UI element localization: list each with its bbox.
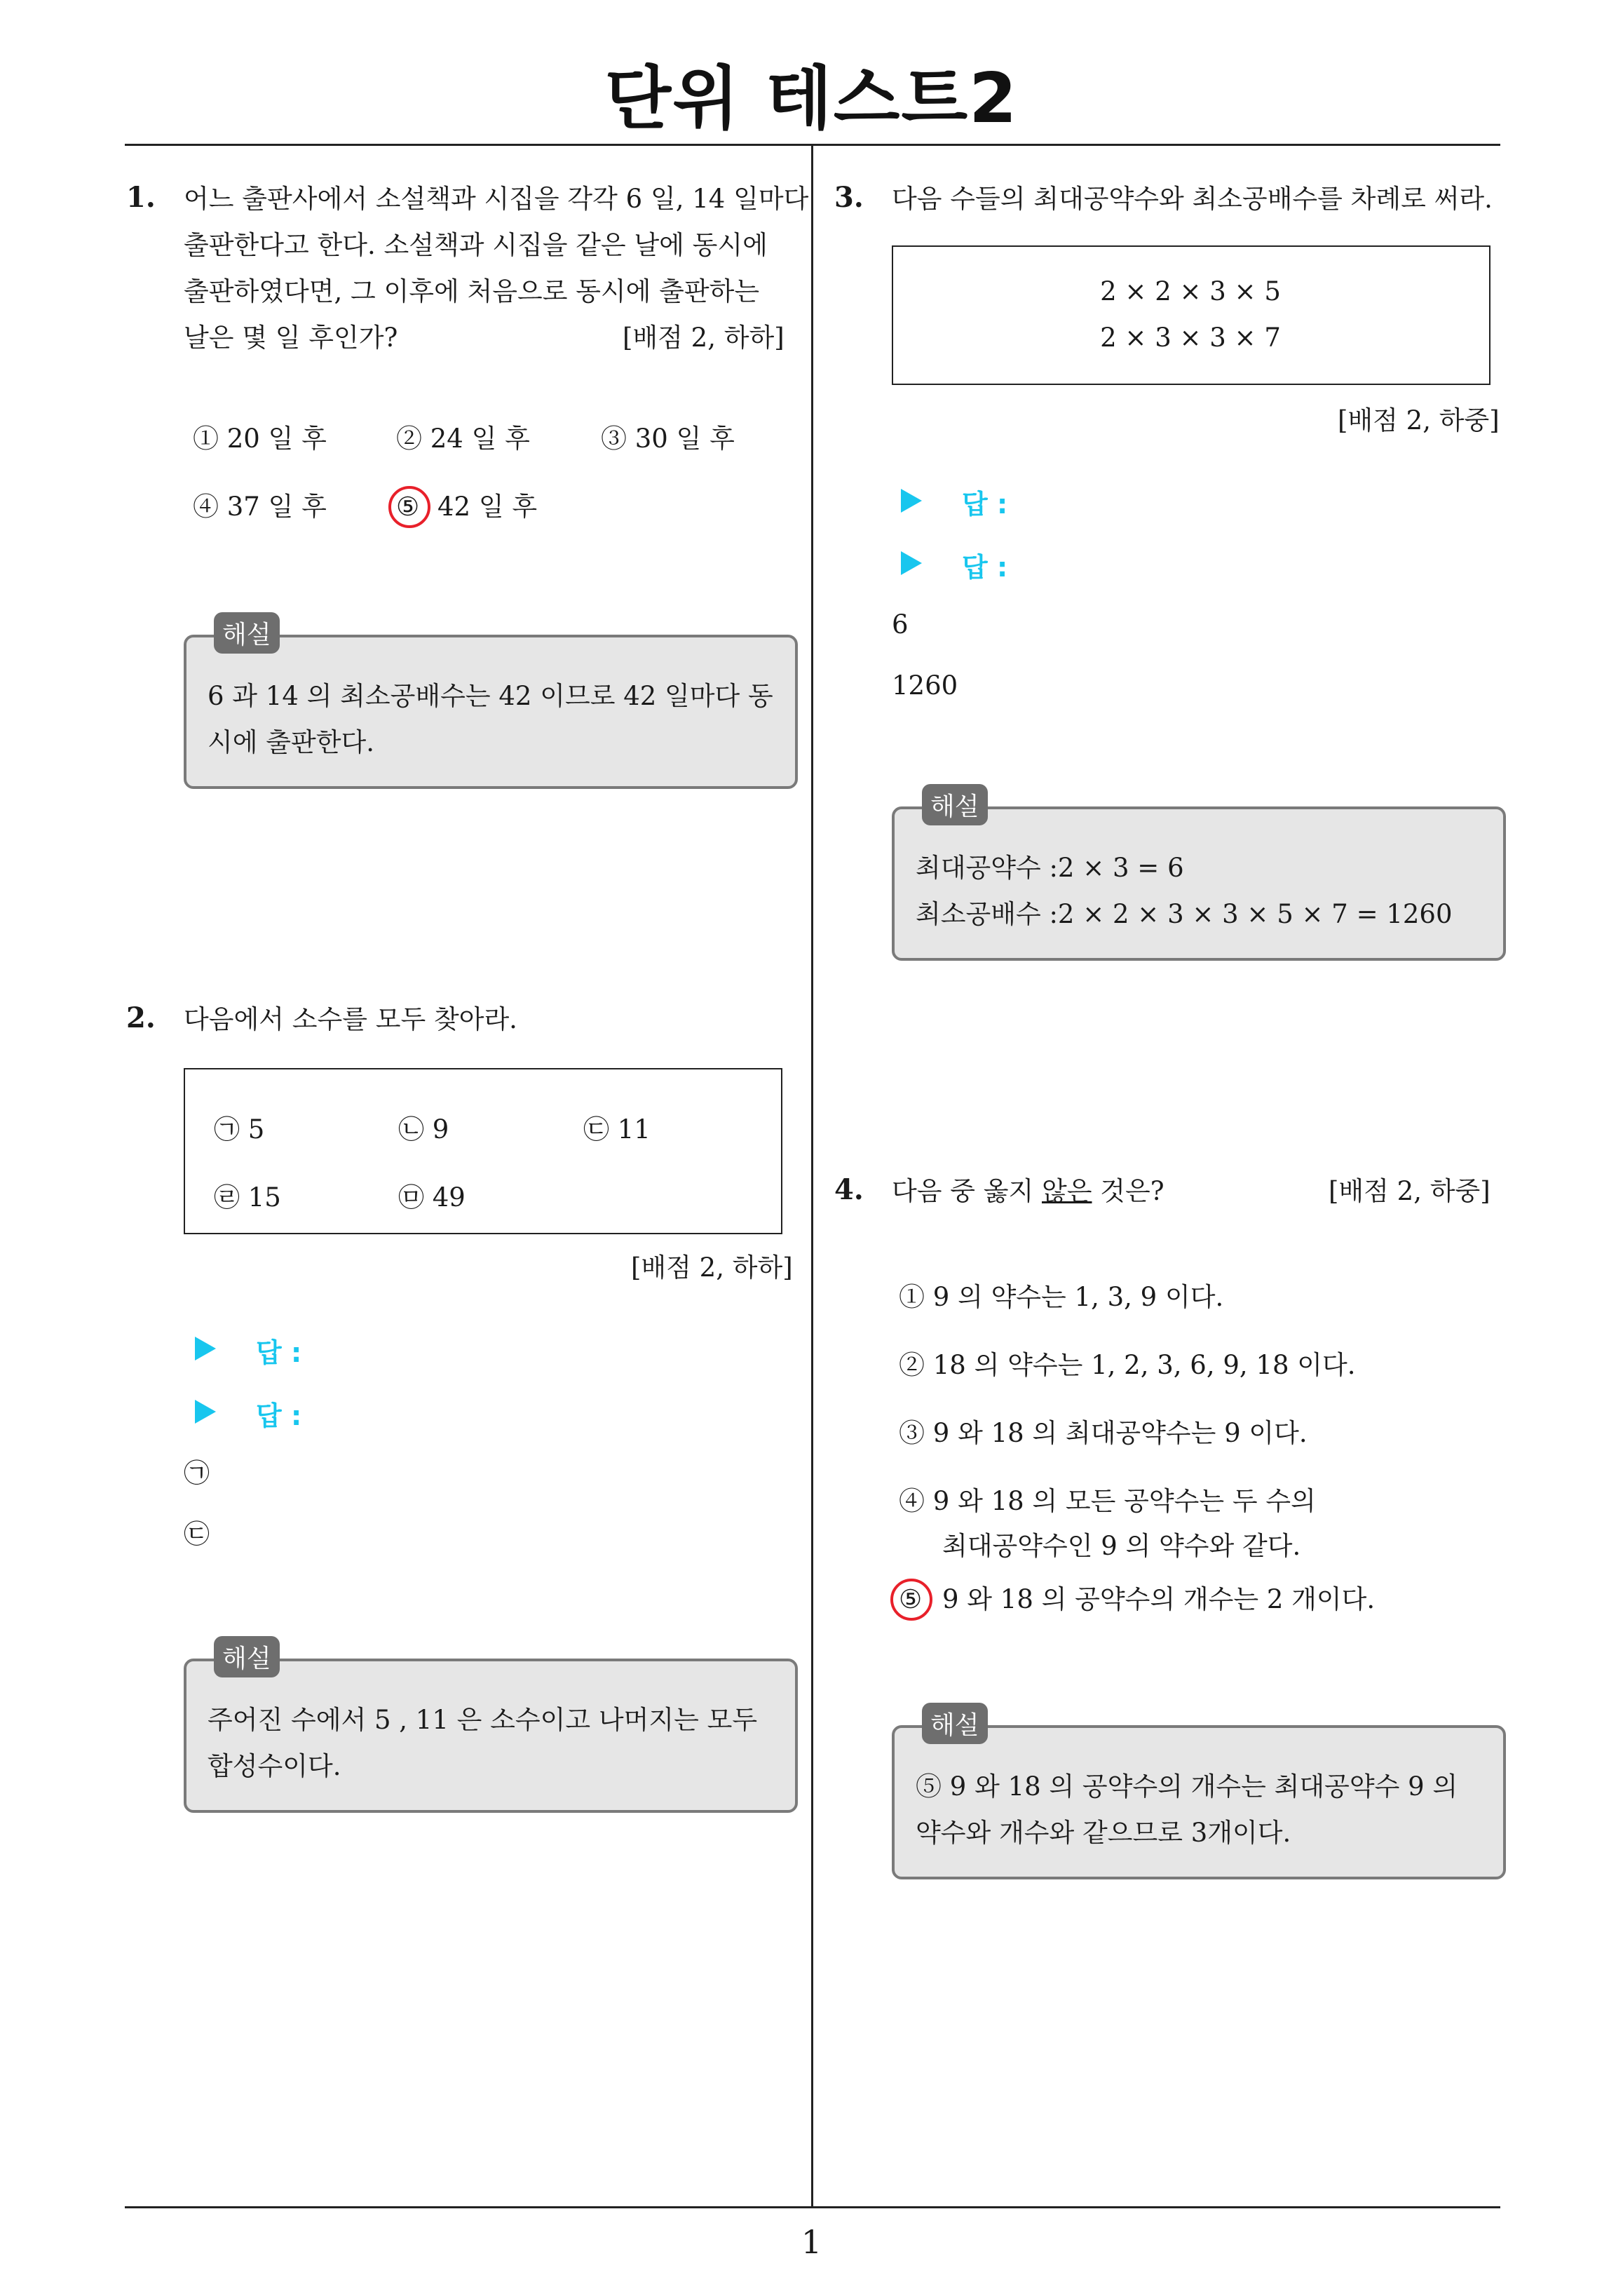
q3-answer-1-label: 답 :	[962, 489, 1008, 520]
question-1-line-2: 출판한다고 한다. 소설책과 시집을 같은 날에 동시에	[184, 230, 768, 260]
q2-answer-2-label: 답 :	[256, 1400, 302, 1431]
question-1-number: 1.	[126, 181, 156, 214]
answer-circle-mark	[388, 486, 430, 528]
q4-choice-4-line-2[interactable]: 최대공약수인 9 의 약수와 같다.	[942, 1531, 1301, 1561]
question-4-text-pre: 다음 중 옳지	[892, 1176, 1042, 1206]
question-4-text	[892, 1168, 1164, 1215]
question-3-text: 다음 수들의 최대공약수와 최소공배수를 차례로 써라.	[892, 184, 1493, 214]
question-4-text-emphasis: 않은	[1042, 1176, 1092, 1206]
q3-solution-box	[892, 806, 1506, 961]
q4-solution-line-1: ⑤ 9 와 18 의 공약수의 개수는 최대공약수 9 의	[916, 1771, 1458, 1802]
question-2-score: [배점 2, 하하]	[631, 1252, 793, 1283]
q4-choice-1[interactable]: ① 9 의 약수는 1, 3, 9 이다.	[899, 1282, 1224, 1312]
q2-answer-value-1: ㉠	[184, 1458, 210, 1488]
question-2-number: 2.	[126, 1001, 156, 1034]
answer-circle-mark	[890, 1579, 932, 1621]
q2-solution-line-1: 주어진 수에서 5 , 11 은 소수이고 나머지는 모두	[208, 1705, 758, 1735]
q1-choice-2[interactable]: ② 24 일 후	[396, 424, 530, 454]
q4-choice-3[interactable]: ③ 9 와 18 의 최대공약수는 9 이다.	[899, 1418, 1308, 1448]
q1-solution-box	[184, 635, 798, 789]
q4-choice-4-line-1[interactable]: ④ 9 와 18 의 모든 공약수는 두 수의	[899, 1486, 1316, 1516]
q2-answer-2-arrow-icon	[195, 1400, 216, 1424]
q4-solution-box	[892, 1725, 1506, 1879]
q2-item-1: ㉠ 5	[214, 1114, 265, 1144]
q1-choice-5-label[interactable]: 42 일 후	[437, 492, 538, 522]
q1-choice-3[interactable]: ③ 30 일 후	[601, 424, 735, 454]
q1-solution-tab: 해설	[214, 612, 280, 654]
question-3-number: 3.	[834, 181, 864, 214]
question-1-line-1: 어느 출판사에서 소설책과 시집을 각각 6 일, 14 일마다	[184, 184, 809, 214]
q4-choice-5-marker[interactable]: ⑤	[899, 1584, 923, 1614]
q2-answer-value-2: ㉢	[184, 1519, 210, 1549]
q3-answer-2-label: 답 :	[962, 552, 1008, 583]
q4-choice-5-label[interactable]: 9 와 18 의 공약수의 개수는 2 개이다.	[942, 1584, 1376, 1614]
q2-item-2: ㉡ 9	[398, 1114, 449, 1144]
q3-box-line-1: 2 × 2 × 3 × 5	[1100, 276, 1281, 306]
q4-choice-2[interactable]: ② 18 의 약수는 1, 2, 3, 6, 9, 18 이다.	[899, 1350, 1356, 1380]
question-1-score: [배점 2, 하하]	[623, 323, 785, 353]
q1-solution-line-1: 6 과 14 의 최소공배수는 42 이므로 42 일마다 동	[208, 681, 773, 711]
question-4-number: 4.	[834, 1173, 864, 1206]
column-divider	[811, 145, 813, 2207]
q3-answer-value-2: 1260	[892, 670, 958, 701]
q2-solution-tab: 해설	[214, 1636, 280, 1677]
q3-solution-line-1: 최대공약수 :2 × 3 = 6	[916, 853, 1184, 883]
question-1-line-4: 날은 몇 일 후인가?	[184, 323, 398, 353]
question-1-line-3: 출판하였다면, 그 이후에 처음으로 동시에 출판하는	[184, 276, 760, 306]
q1-choice-1[interactable]: ① 20 일 후	[193, 424, 327, 454]
q2-answer-1-label: 답 :	[256, 1337, 302, 1368]
q2-item-3: ㉢ 11	[583, 1114, 651, 1144]
q2-item-4: ㉣ 15	[214, 1182, 281, 1213]
q3-box-line-2: 2 × 3 × 3 × 7	[1100, 323, 1281, 353]
question-2-text: 다음에서 소수를 모두 찾아라.	[184, 1004, 517, 1034]
question-4-score: [배점 2, 하중]	[1329, 1176, 1490, 1206]
q1-choice-5-marker[interactable]: ⑤	[396, 492, 420, 522]
question-3-score: [배점 2, 하중]	[1338, 405, 1500, 435]
q3-answer-2-arrow-icon	[901, 551, 922, 575]
q3-solution-tab: 해설	[922, 784, 988, 825]
q4-solution-tab: 해설	[922, 1703, 988, 1744]
q2-solution-line-2: 합성수이다.	[208, 1751, 341, 1781]
page-number: 1	[801, 2223, 822, 2261]
q3-answer-1-arrow-icon	[901, 489, 922, 513]
q1-choice-4[interactable]: ④ 37 일 후	[193, 492, 327, 522]
q2-solution-box	[184, 1659, 798, 1813]
q2-answer-1-arrow-icon	[195, 1337, 216, 1360]
q1-solution-line-2: 시에 출판한다.	[208, 727, 374, 757]
q3-solution-line-2: 최소공배수 :2 × 2 × 3 × 3 × 5 × 7 = 1260	[916, 899, 1453, 929]
q3-answer-value-1: 6	[892, 609, 909, 640]
question-4-text-post: 것은?	[1092, 1176, 1164, 1206]
bottom-rule	[125, 2206, 1500, 2208]
q4-solution-line-2: 약수와 개수와 같으므로 3개이다.	[916, 1818, 1291, 1848]
page-title: 단위 테스트2	[604, 59, 1019, 139]
q2-item-5: ㉤ 49	[398, 1182, 466, 1213]
